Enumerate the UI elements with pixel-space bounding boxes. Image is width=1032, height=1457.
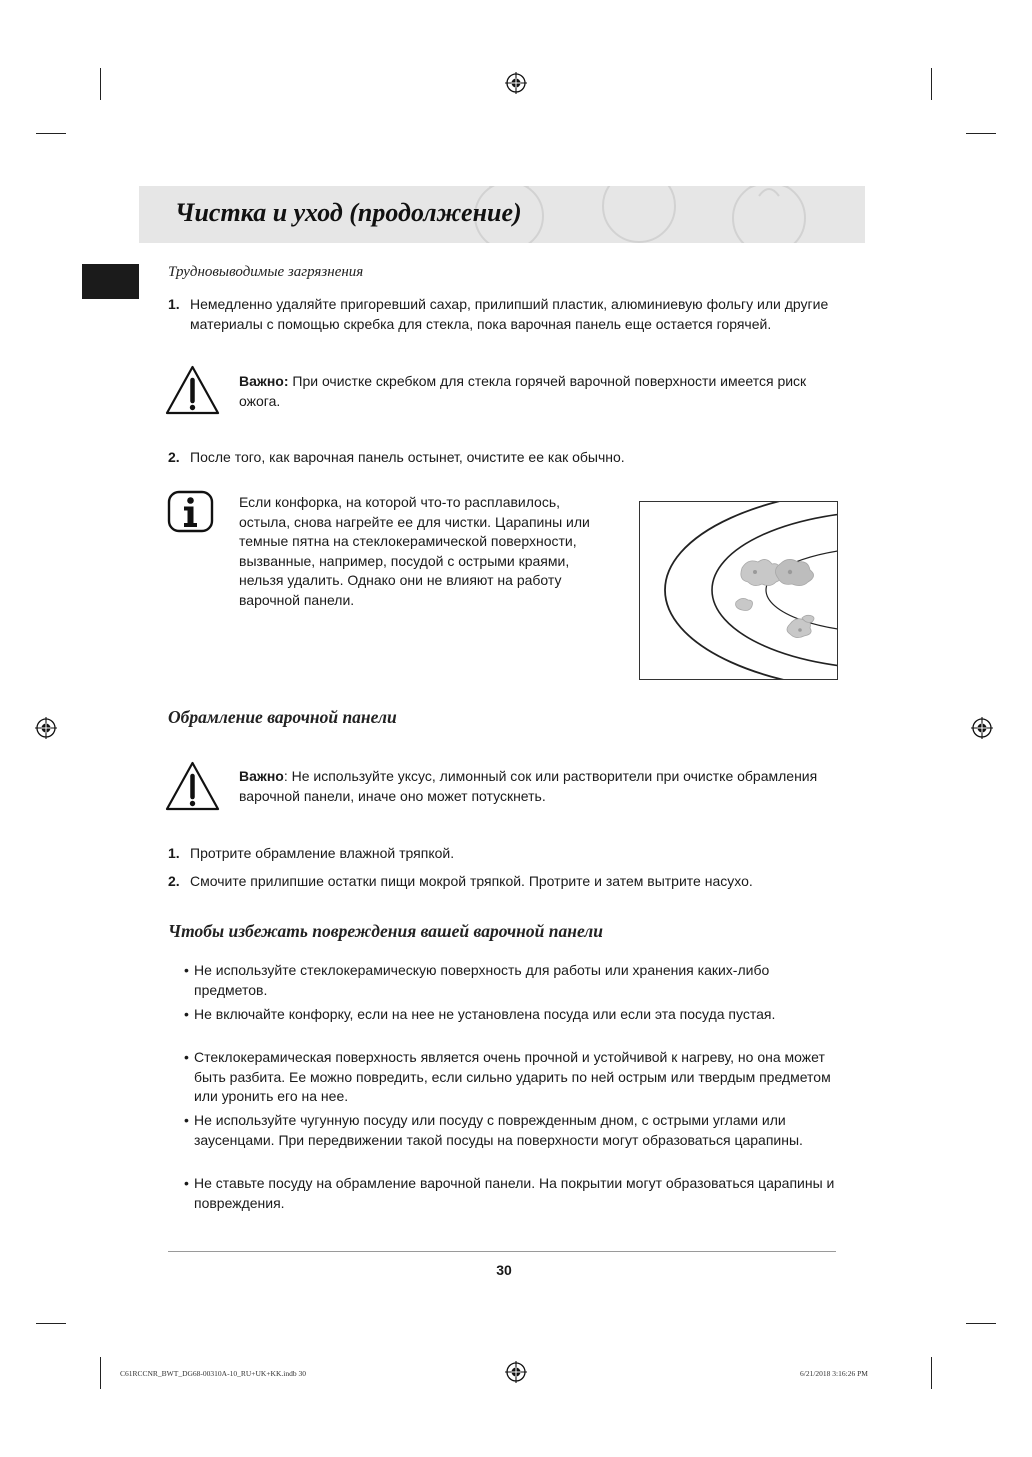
item-text: Немедленно удаляйте пригоревший сахар, прилипший пластик, алюминиевую фольгу или другие материалы с помощью скребка для стекла, пока варочная панель еще остается горячей. — [190, 296, 829, 332]
warning-note — [239, 372, 829, 411]
bullet-icon: • — [184, 1006, 189, 1022]
warning-triangle-icon — [165, 761, 220, 811]
crop-mark — [100, 1357, 101, 1389]
page-number: 30 — [496, 1262, 512, 1278]
info-note: Если конфорка, на которой что-то расплавилось, остыла, снова нагрейте ее для чистки. Царапины или темные пятна на стеклокерамической поверхности, вызванные, например, посудой с острыми краями, нельзя удалить. Однако они не влияют на работу варочной панели. — [239, 494, 590, 608]
bullet-icon: • — [184, 1175, 189, 1191]
warning-text: : Не используйте уксус, лимонный сок или растворители при очистке обрамления варочной панели, иначе оно может потускнеть. — [239, 768, 818, 804]
item-text: Не ставьте посуду на обрамление варочной панели. На покрытии могут образоваться царапины и повреждения. — [194, 1175, 835, 1211]
chapter-tab — [82, 264, 139, 299]
item-number: 1. — [168, 296, 180, 312]
item-number: 1. — [168, 845, 180, 861]
page-title: Чистка и уход (продолжение) — [175, 198, 522, 227]
registration-mark-icon — [971, 717, 993, 739]
warning-label: Важно — [239, 768, 284, 784]
bullet-icon: • — [184, 1112, 189, 1128]
crop-mark — [966, 133, 996, 134]
print-file-name: C61RCCNR_BWT_DG68-00310A-10_RU+UK+KK.indb 30 — [120, 1369, 306, 1378]
warning-triangle-icon — [165, 365, 220, 415]
item-text: Протрите обрамление влажной тряпкой. — [190, 845, 455, 861]
header-band — [139, 186, 865, 243]
item-text: Не включайте конфорку, если на нее не установлена посуда или если эта посуда пустая. — [194, 1006, 776, 1022]
warning-text: При очистке скребком для стекла горячей варочной поверхности имеется риск ожога. — [239, 373, 807, 409]
registration-mark-icon — [505, 1361, 527, 1383]
item-number: 2. — [168, 873, 180, 889]
crop-mark — [931, 68, 932, 100]
cooktop-stains-illustration — [639, 501, 838, 680]
bullet-icon: • — [184, 962, 189, 978]
footer-divider — [168, 1251, 836, 1252]
item-text: Стеклокерамическая поверхность является очень прочной и устойчивой к нагреву, но она может быть разбита. Ее можно повредить, если сильно ударить по ней острым или твердым предметом или уронить его на нее. — [194, 1049, 831, 1104]
print-timestamp: 6/21/2018 3:16:26 PM — [800, 1369, 868, 1378]
registration-mark-icon — [35, 717, 57, 739]
section-title: Обрамление варочной панели — [168, 707, 397, 727]
crop-mark — [36, 1323, 66, 1324]
item-text: Не используйте чугунную посуду или посуду с поврежденным дном, с острыми углами или заусенцами. При передвижении такой посуды на поверхности могут образоваться царапины. — [194, 1112, 803, 1148]
warning-note — [239, 767, 829, 806]
registration-mark-icon — [505, 72, 527, 94]
section-subtitle: Трудновыводимые загрязнения — [168, 264, 364, 280]
crop-mark — [966, 1323, 996, 1324]
bullet-icon: • — [184, 1049, 189, 1065]
warning-label: Важно: — [239, 373, 289, 389]
section-title: Чтобы избежать повреждения вашей варочной панели — [168, 921, 603, 941]
crop-mark — [100, 68, 101, 100]
item-text: Смочите прилипшие остатки пищи мокрой тряпкой. Протрите и затем вытрите насухо. — [190, 873, 753, 889]
item-number: 2. — [168, 449, 180, 465]
item-text: Не используйте стеклокерамическую поверхность для работы или хранения каких-либо предметов. — [194, 962, 770, 998]
crop-mark — [931, 1357, 932, 1389]
item-text: После того, как варочная панель остынет, очистите ее как обычно. — [190, 449, 625, 465]
crop-mark — [36, 133, 66, 134]
info-icon — [167, 490, 214, 533]
